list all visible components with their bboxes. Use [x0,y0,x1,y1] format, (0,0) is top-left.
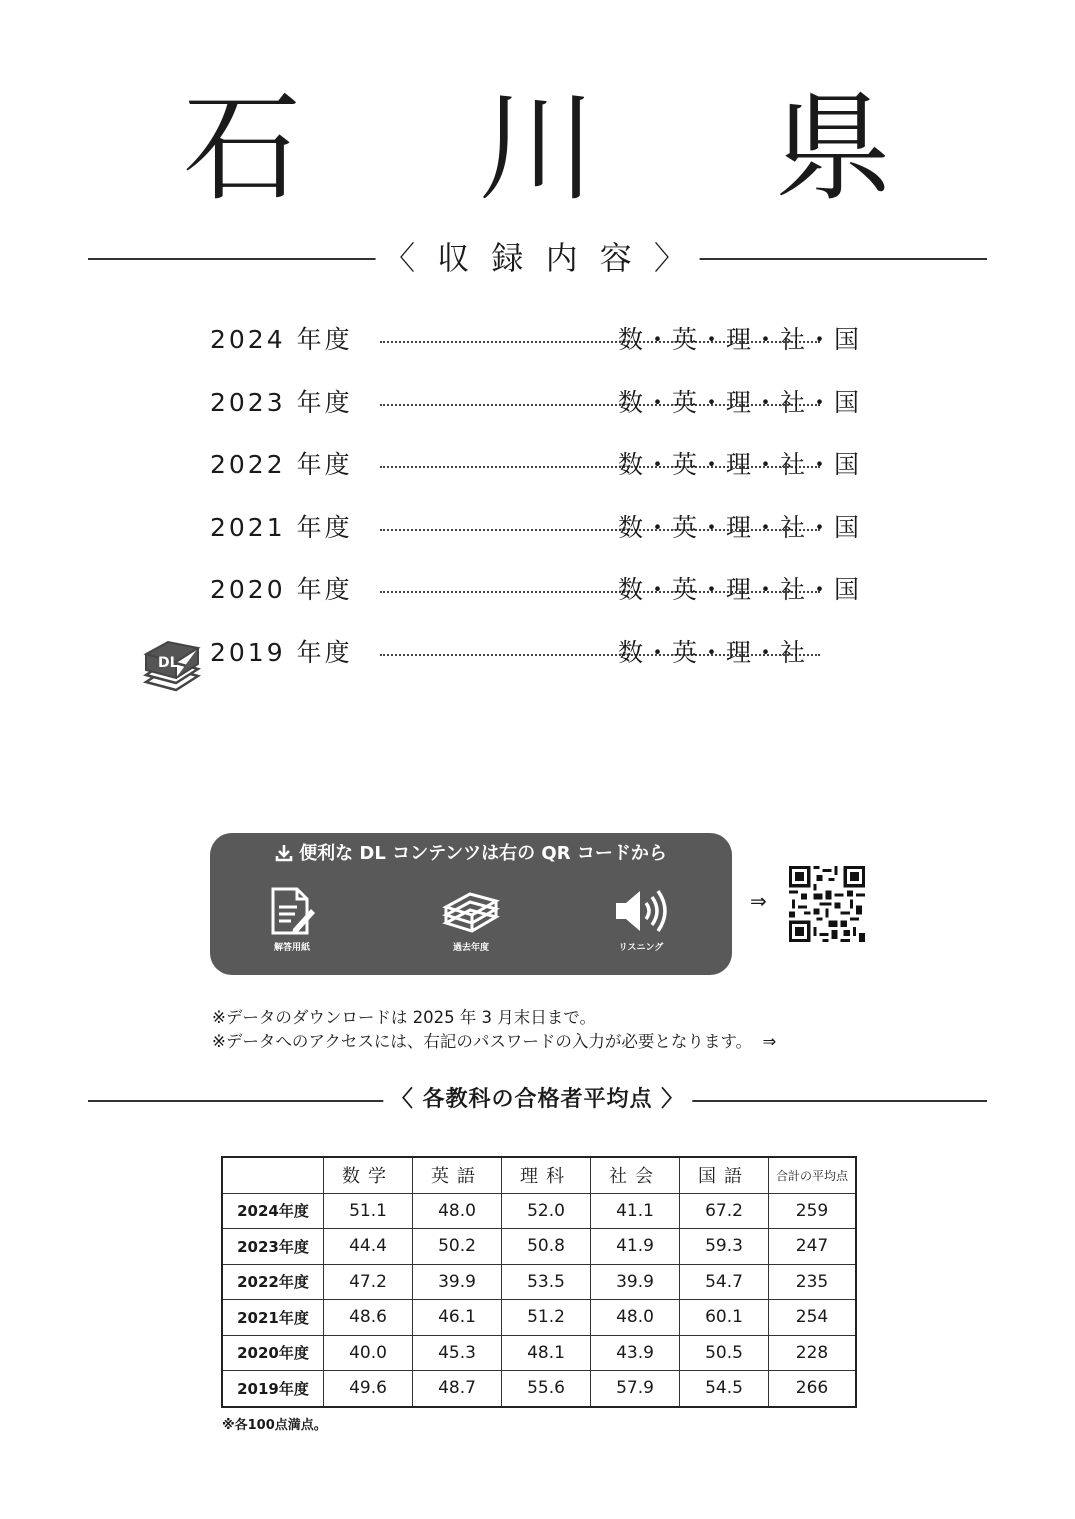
table-header-row [222,1157,856,1193]
dl-item-caption: 過去年度 [452,943,489,953]
header-total-average: 合計の平均点 [769,1157,857,1193]
averages-heading [88,1080,987,1120]
toc-subjects: 数・英・理・社 [618,637,808,667]
score-cell: 254 [769,1300,857,1336]
toc-subjects: 数・英・理・社・国 [618,450,862,479]
score-cell: 259 [769,1193,857,1229]
score-cell: 59.3 [680,1229,769,1265]
score-cell: 48.7 [413,1371,502,1407]
score-cell: 43.9 [591,1335,680,1371]
table-row [222,1335,856,1371]
score-cell: 54.5 [680,1371,769,1407]
row-year: 2024年度 [222,1193,324,1229]
qr-code[interactable] [789,866,865,942]
averages-heading-label: 〈 各教科の合格者平均点 〉 [383,1080,692,1120]
row-year: 2023年度 [222,1229,324,1265]
score-cell: 235 [769,1264,857,1300]
score-cell: 45.3 [413,1335,502,1371]
score-cell: 49.6 [324,1371,413,1407]
toc-subjects: 数・英・理・社・国 [618,325,862,354]
header-english: 英語 [413,1157,502,1193]
toc-row [210,383,870,423]
header-math: 数学 [324,1157,413,1193]
dl-panel-heading [210,841,732,867]
score-cell: 53.5 [502,1264,591,1300]
score-cell: 50.5 [680,1335,769,1371]
score-cell: 57.9 [591,1371,680,1407]
answer-sheet-icon [267,885,317,937]
toc-subjects: 数・英・理・社・国 [618,575,862,604]
table-row [222,1371,856,1407]
score-cell: 228 [769,1335,857,1371]
score-cell: 50.2 [413,1229,502,1265]
books-icon [442,885,500,937]
score-cell: 46.1 [413,1300,502,1336]
dl-item-caption: リスニング [618,943,664,953]
score-cell: 54.7 [680,1264,769,1300]
score-cell: 48.0 [413,1193,502,1229]
dl-item-answer-sheet [237,885,347,953]
score-cell: 51.1 [324,1193,413,1229]
score-cell: 67.2 [680,1193,769,1229]
password-note [212,1030,776,1054]
dl-item-past-years [416,885,526,953]
score-cell: 47.2 [324,1264,413,1300]
dl-badge-text: DL [158,655,179,671]
table-row [222,1193,856,1229]
footnote: ※各100点満点。 [222,1418,327,1433]
contents-heading [88,238,987,278]
header-science: 理科 [502,1157,591,1193]
table-corner-cell [222,1157,324,1193]
score-cell: 41.9 [591,1229,680,1265]
score-cell: 40.0 [324,1335,413,1371]
score-cell: 39.9 [413,1264,502,1300]
toc-subjects: 数・英・理・社・国 [618,387,862,417]
dl-item-caption: 解答用紙 [273,943,310,953]
header-social: 社会 [591,1157,680,1193]
score-cell: 50.8 [502,1229,591,1265]
score-cell: 48.6 [324,1300,413,1336]
score-cell: 55.6 [502,1371,591,1407]
page-title: 石 川 県 [182,79,963,217]
score-cell: 41.1 [591,1193,680,1229]
table-row [222,1300,856,1336]
toc-year: 2021 年度 [210,512,353,542]
toc-row [210,570,870,610]
toc-row [210,633,870,673]
header-japanese: 国語 [680,1157,769,1193]
average-scores-table [221,1156,857,1408]
download-deadline-note: ※データのダウンロードは 2025 年 3 月末日まで。 [212,1008,596,1027]
toc-year: 2020 年度 [210,575,353,604]
toc-row [210,508,870,548]
download-books-icon [140,640,202,692]
toc-row [210,320,870,360]
arrow-to-qr: ⇒ [750,889,767,913]
dl-contents-panel [210,833,732,975]
table-row [222,1264,856,1300]
password-arrow: ⇒ [762,1032,777,1051]
score-cell: 60.1 [680,1300,769,1336]
score-cell: 52.0 [502,1193,591,1229]
table-row [222,1229,856,1265]
download-icon [275,844,293,862]
toc-year: 2022 年度 [210,450,353,479]
row-year: 2019年度 [222,1371,324,1407]
toc-year: 2019 年度 [210,637,353,667]
row-year: 2022年度 [222,1264,324,1300]
dl-panel-heading-text: 便利な DL コンテンツは右の QR コードから [299,843,667,864]
toc-year: 2023 年度 [210,387,353,417]
score-cell: 266 [769,1371,857,1407]
toc-year: 2024 年度 [210,325,353,354]
score-cell: 51.2 [502,1300,591,1336]
dl-item-listening [586,885,696,953]
row-year: 2021年度 [222,1300,324,1336]
score-cell: 247 [769,1229,857,1265]
password-note-text: ※データへのアクセスには、右記のパスワードの入力が必要となります。 [212,1032,753,1051]
score-cell: 39.9 [591,1264,680,1300]
score-cell: 48.0 [591,1300,680,1336]
toc-row [210,445,870,485]
toc-subjects: 数・英・理・社・国 [618,512,862,542]
score-cell: 48.1 [502,1335,591,1371]
contents-heading-label: 〈 収 録 内 容 〉 [375,238,700,278]
speaker-icon [612,885,670,937]
row-year: 2020年度 [222,1335,324,1371]
score-cell: 44.4 [324,1229,413,1265]
